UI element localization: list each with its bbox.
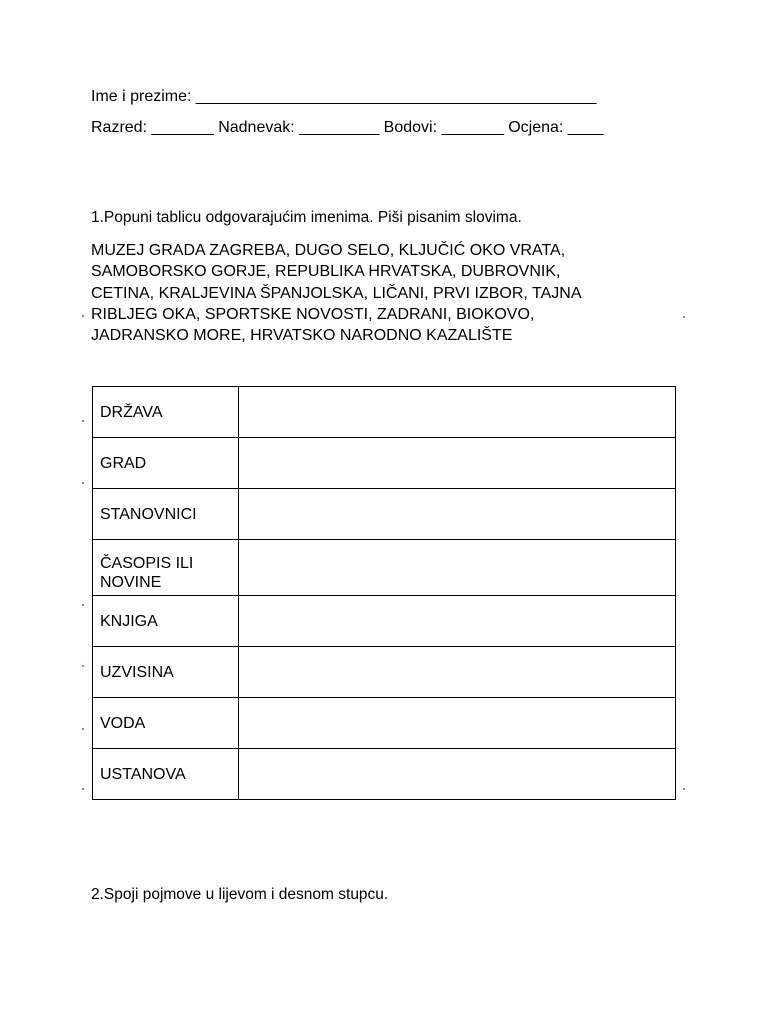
category-label: ČASOPIS ILI NOVINE — [93, 540, 239, 596]
class-date-points-grade-line: Razred: _______ Nadnevak: _________ Bodovi: _______ Ocjena: ____ — [91, 119, 604, 136]
name-field-line: Ime i prezime: _____________________________________________ — [91, 88, 597, 105]
word-list-line: MUZEJ GRADA ZAGREBA, DUGO SELO, KLJUČIĆ OKO VRATA, — [91, 242, 566, 259]
scan-speck — [82, 420, 84, 422]
answer-cell[interactable] — [239, 438, 676, 489]
answer-cell[interactable] — [239, 540, 676, 596]
category-label: USTANOVA — [93, 749, 239, 800]
scan-speck — [82, 788, 84, 790]
table-row — [93, 489, 676, 540]
scan-speck — [82, 604, 84, 606]
table-row — [93, 540, 676, 596]
table-row — [93, 749, 676, 800]
answer-cell[interactable] — [239, 647, 676, 698]
word-list-line: SAMOBORSKO GORJE, REPUBLIKA HRVATSKA, DUBROVNIK, — [91, 263, 561, 281]
answer-cell[interactable] — [239, 698, 676, 749]
scan-speck — [683, 788, 685, 790]
scan-speck — [82, 728, 84, 730]
word-list-line: CETINA, KRALJEVINA ŠPANJOLSKA, LIČANI, PRVI IZBOR, TAJNA — [91, 284, 582, 302]
scan-speck — [683, 316, 685, 318]
category-label: VODA — [93, 698, 239, 749]
table-row — [93, 698, 676, 749]
category-label: STANOVNICI — [93, 489, 239, 540]
category-label: KNJIGA — [93, 596, 239, 647]
word-list-line: JADRANSKO MORE, HRVATSKO NARODNO KAZALIŠTE — [91, 327, 513, 345]
task-2-instruction: 2.Spoji pojmove u lijevom i desnom stupcu. — [91, 886, 389, 903]
category-label: DRŽAVA — [93, 387, 239, 438]
scan-speck — [82, 315, 84, 317]
table-row — [93, 596, 676, 647]
task-1-instruction: 1.Popuni tablicu odgovarajućim imenima. Piši pisanim slovima. — [91, 209, 522, 226]
answer-table — [92, 386, 676, 800]
table-row — [93, 387, 676, 438]
word-list-line: RIBLJEG OKA, SPORTSKE NOVOSTI, ZADRANI, BIOKOVO, — [91, 305, 535, 323]
table-row — [93, 647, 676, 698]
answer-cell[interactable] — [239, 387, 676, 438]
answer-cell[interactable] — [239, 489, 676, 540]
scan-speck — [82, 482, 84, 484]
answer-cell[interactable] — [239, 596, 676, 647]
category-label: GRAD — [93, 438, 239, 489]
scan-speck — [82, 665, 84, 667]
table-row — [93, 438, 676, 489]
word-list — [91, 240, 681, 346]
answer-cell[interactable] — [239, 749, 676, 800]
category-label: UZVISINA — [93, 647, 239, 698]
